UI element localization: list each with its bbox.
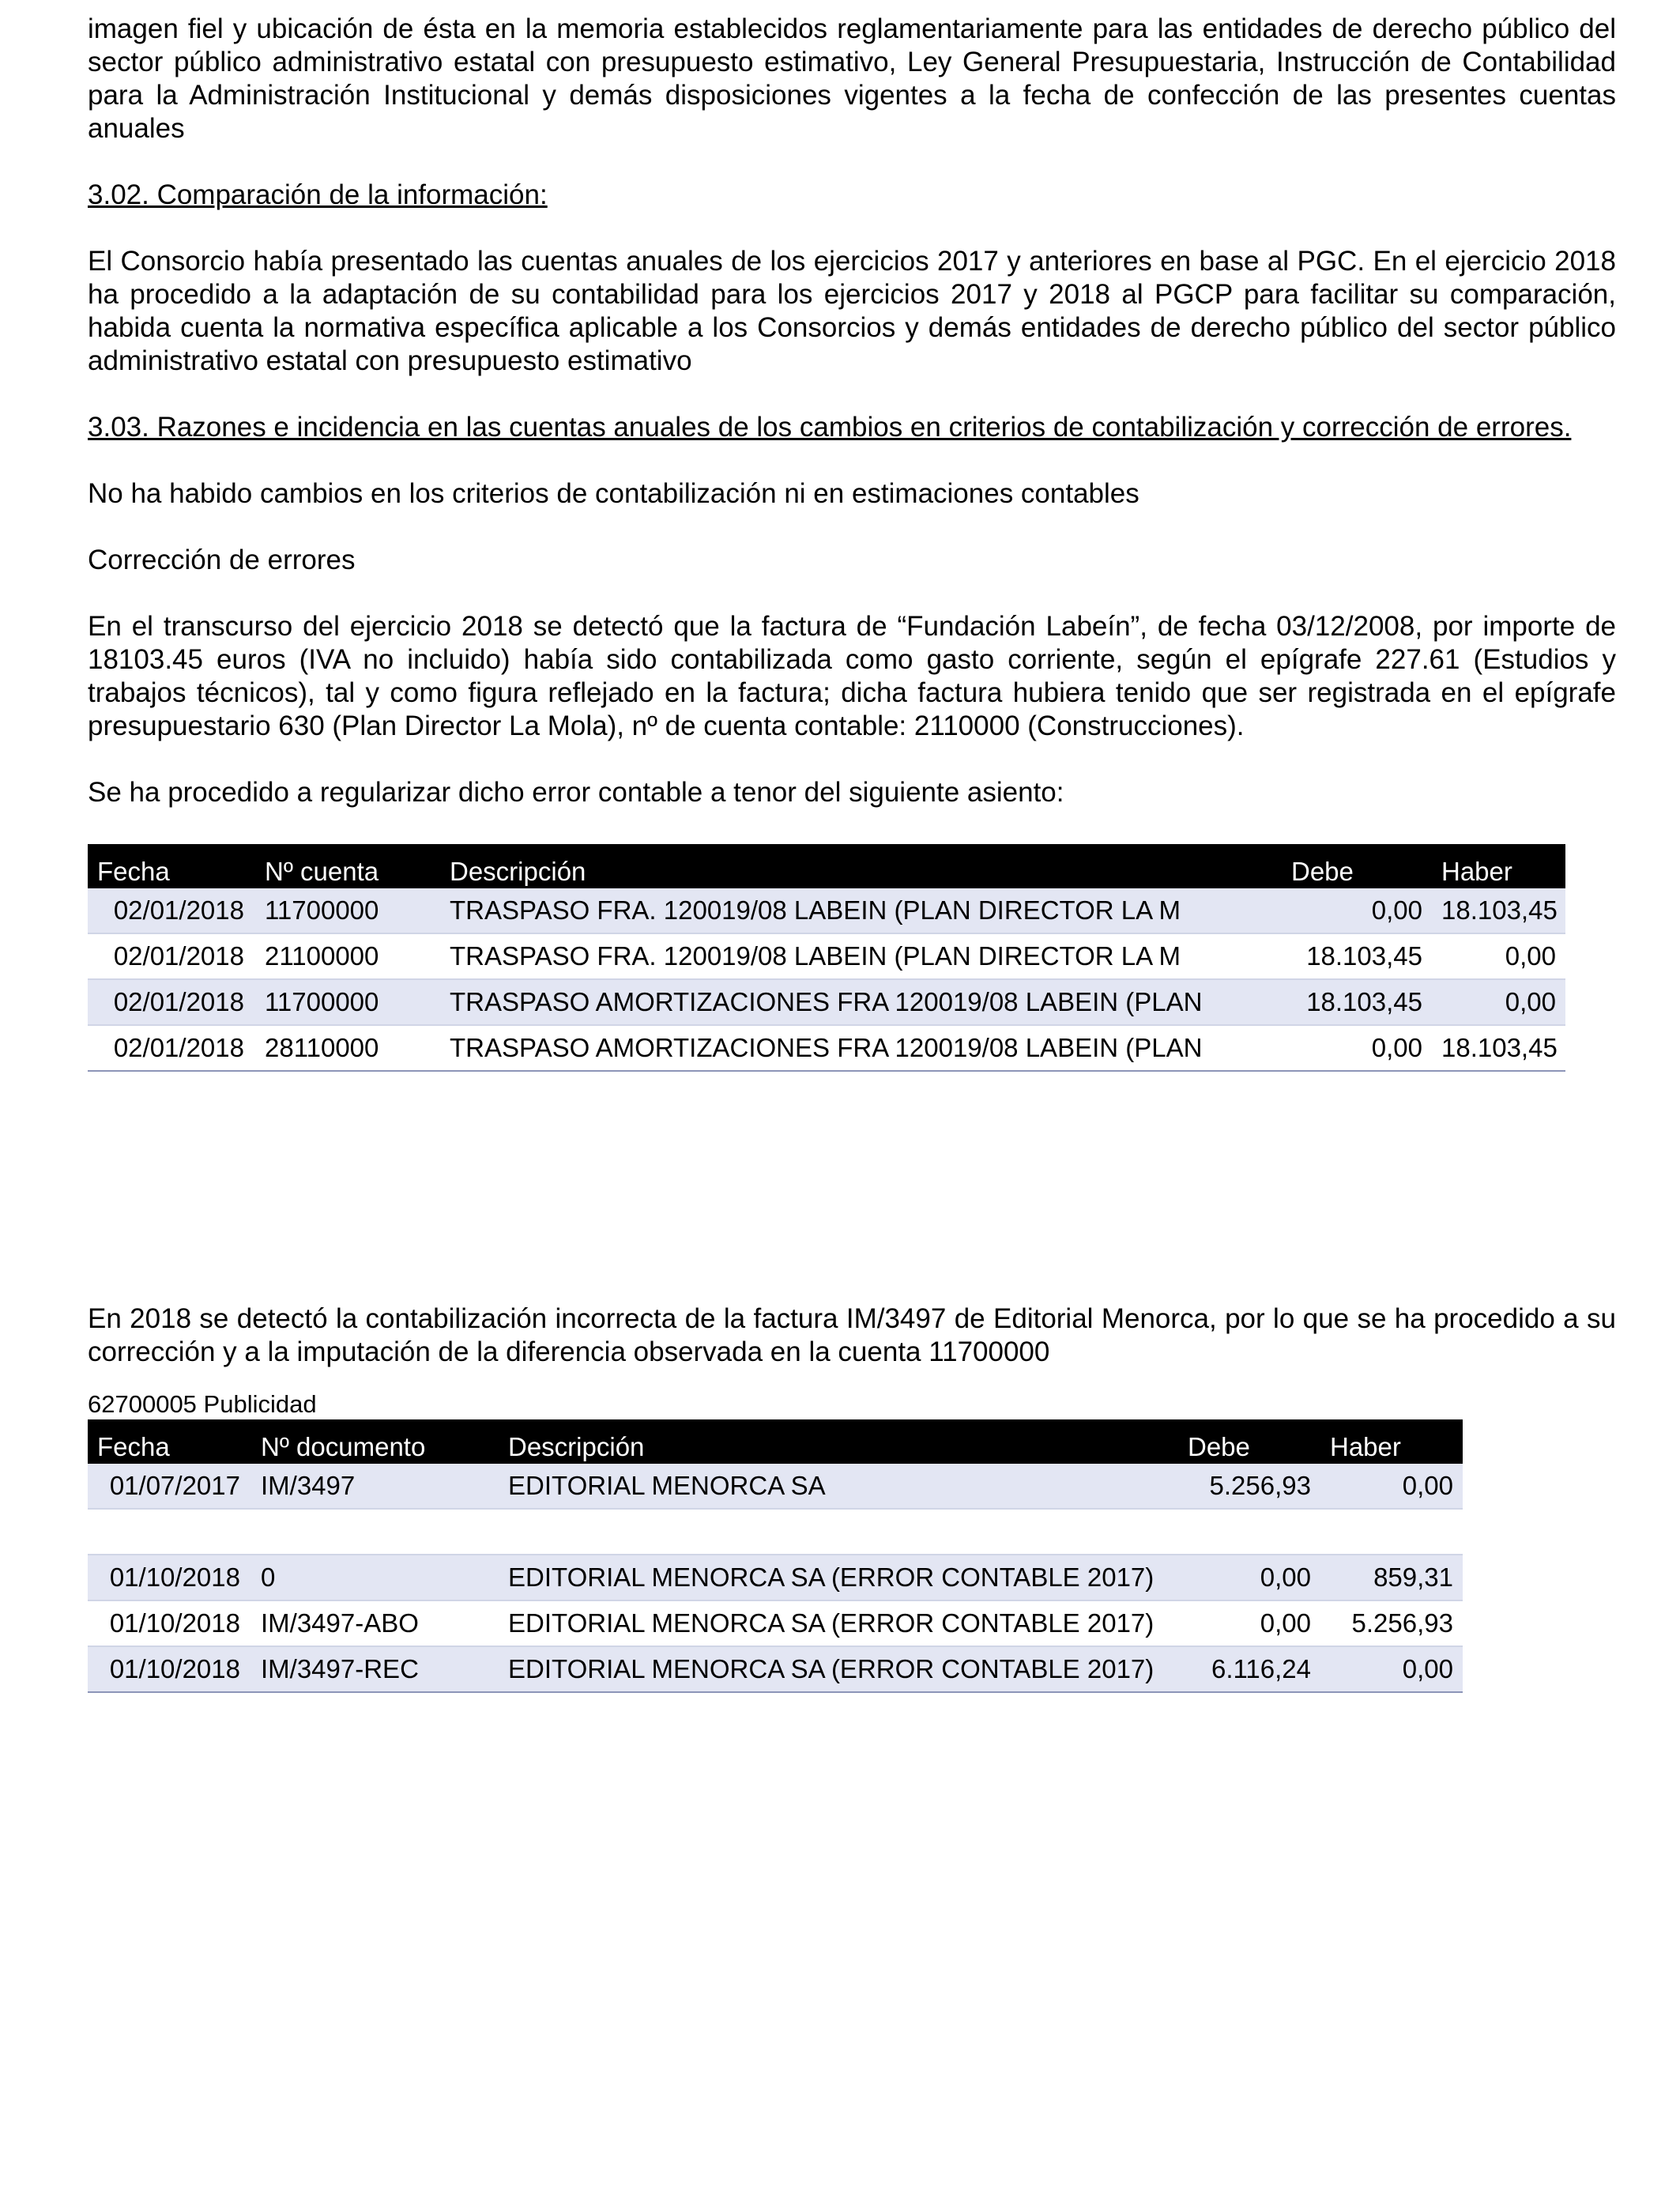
table-row xyxy=(88,888,1565,933)
table-row xyxy=(88,1600,1463,1646)
table-row xyxy=(88,1509,1463,1555)
column-header-fecha: Fecha xyxy=(88,844,255,888)
cell-descripcion: TRASPASO FRA. 120019/08 LABEIN (PLAN DIRECTOR LA M xyxy=(440,933,1282,979)
cell-fecha: 01/10/2018 xyxy=(88,1555,251,1600)
cell-haber: 0,00 xyxy=(1320,1646,1463,1692)
document-page xyxy=(88,13,1616,1693)
cell-documento: IM/3497-REC xyxy=(251,1646,499,1692)
cell-debe: 6.116,24 xyxy=(1178,1646,1320,1692)
correction-title: Corrección de errores xyxy=(88,545,356,575)
cell-documento xyxy=(251,1509,499,1555)
labein-paragraph: En el transcurso del ejercicio 2018 se detectó que la factura de “Fundación Labeín”, de fecha 03/12/2008, por importe de 18103.45 euros (IVA no incluido) había sido contabilizada como gasto corriente, según el epígrafe 227.61 (Estudios y trabajos técnicos), tal y como figura reflejado en la factura; dicha factura hubiera tenido que ser registrada en el epígrafe presupuestario 630 (Plan Director La Mola), nº de cuenta contable: 2110000 (Construcciones). xyxy=(88,611,1616,741)
cell-haber: 859,31 xyxy=(1320,1555,1463,1600)
cell-fecha: 02/01/2018 xyxy=(88,933,255,979)
cell-cuenta: 28110000 xyxy=(255,1025,440,1071)
table-row xyxy=(88,1555,1463,1600)
account-caption: 62700005 Publicidad xyxy=(88,1390,317,1418)
column-header-debe: Debe xyxy=(1282,844,1432,888)
section-heading-changes: 3.03. Razones e incidencia en las cuentas anuales de los cambios en criterios de contabilización y corrección de errores. xyxy=(88,412,1572,443)
cell-fecha: 02/01/2018 xyxy=(88,888,255,933)
menorca-paragraph: En 2018 se detectó la contabilización incorrecta de la factura IM/3497 de Editorial Menorca, por lo que se ha procedido a su corrección y a la imputación de la diferencia observada en la cuenta 11700000 xyxy=(88,1303,1616,1367)
cell-fecha: 02/01/2018 xyxy=(88,1025,255,1071)
intro-paragraph: imagen fiel y ubicación de ésta en la memoria establecidos reglamentariamente para las entidades de derecho público del sector público administrativo estatal con presupuesto estimativo, Ley General Presupuestaria, Instrucción de Contabilidad para la Administración Institucional y demás disposiciones vigentes a la fecha de confección de las presentes cuentas anuales xyxy=(88,13,1616,144)
cell-descripcion: EDITORIAL MENORCA SA (ERROR CONTABLE 2017) xyxy=(499,1646,1178,1692)
no-changes-paragraph: No ha habido cambios en los criterios de contabilización ni en estimaciones contables xyxy=(88,478,1139,509)
cell-fecha: 02/01/2018 xyxy=(88,979,255,1025)
column-header-cuenta: Nº cuenta xyxy=(255,844,440,888)
cell-descripcion: EDITORIAL MENORCA SA (ERROR CONTABLE 2017) xyxy=(499,1600,1178,1646)
cell-haber: 0,00 xyxy=(1320,1464,1463,1509)
column-header-descripcion: Descripción xyxy=(440,844,1282,888)
cell-debe: 0,00 xyxy=(1178,1600,1320,1646)
cell-descripcion: EDITORIAL MENORCA SA (ERROR CONTABLE 2017) xyxy=(499,1555,1178,1600)
column-header-descripcion: Descripción xyxy=(499,1419,1178,1464)
cell-cuenta: 11700000 xyxy=(255,888,440,933)
cell-debe xyxy=(1178,1509,1320,1555)
table-row xyxy=(88,933,1565,979)
table-row xyxy=(88,1464,1463,1509)
cell-descripcion: TRASPASO AMORTIZACIONES FRA 120019/08 LABEIN (PLAN xyxy=(440,979,1282,1025)
regularize-paragraph: Se ha procedido a regularizar dicho error contable a tenor del siguiente asiento: xyxy=(88,777,1064,808)
cell-documento: IM/3497-ABO xyxy=(251,1600,499,1646)
cell-debe: 18.103,45 xyxy=(1282,979,1432,1025)
cell-haber: 18.103,45 xyxy=(1432,1025,1565,1071)
cell-descripcion xyxy=(499,1509,1178,1555)
table-header-row xyxy=(88,844,1565,888)
cell-debe: 0,00 xyxy=(1282,1025,1432,1071)
table-row xyxy=(88,1025,1565,1071)
cell-descripcion: TRASPASO AMORTIZACIONES FRA 120019/08 LABEIN (PLAN xyxy=(440,1025,1282,1071)
cell-fecha: 01/07/2017 xyxy=(88,1464,251,1509)
cell-haber: 5.256,93 xyxy=(1320,1600,1463,1646)
labein-entries-table xyxy=(88,844,1565,1072)
cell-fecha xyxy=(88,1509,251,1555)
cell-debe: 5.256,93 xyxy=(1178,1464,1320,1509)
cell-documento: IM/3497 xyxy=(251,1464,499,1509)
cell-fecha: 01/10/2018 xyxy=(88,1600,251,1646)
cell-cuenta: 21100000 xyxy=(255,933,440,979)
cell-fecha: 01/10/2018 xyxy=(88,1646,251,1692)
cell-haber xyxy=(1320,1509,1463,1555)
menorca-entries-table xyxy=(88,1419,1463,1693)
cell-documento: 0 xyxy=(251,1555,499,1600)
cell-descripcion: TRASPASO FRA. 120019/08 LABEIN (PLAN DIRECTOR LA M xyxy=(440,888,1282,933)
cell-descripcion: EDITORIAL MENORCA SA xyxy=(499,1464,1178,1509)
column-header-documento: Nº documento xyxy=(251,1419,499,1464)
cell-haber: 0,00 xyxy=(1432,979,1565,1025)
cell-haber: 18.103,45 xyxy=(1432,888,1565,933)
cell-debe: 0,00 xyxy=(1178,1555,1320,1600)
table-row xyxy=(88,979,1565,1025)
column-header-debe: Debe xyxy=(1178,1419,1320,1464)
table-row xyxy=(88,1646,1463,1692)
comparison-paragraph: El Consorcio había presentado las cuentas anuales de los ejercicios 2017 y anteriores en base al PGC. En el ejercicio 2018 ha procedido a la adaptación de su contabilidad para los ejercicios 2017 y 2018 al PGCP para facilitar su comparación, habida cuenta la normativa específica aplicable a los Consorcios y demás entidades de derecho público del sector público administrativo estatal con presupuesto estimativo xyxy=(88,246,1616,376)
cell-debe: 18.103,45 xyxy=(1282,933,1432,979)
column-header-haber: Haber xyxy=(1432,844,1565,888)
section-heading-comparison: 3.02. Comparación de la información: xyxy=(88,179,548,210)
table-header-row xyxy=(88,1419,1463,1464)
column-header-haber: Haber xyxy=(1320,1419,1463,1464)
cell-haber: 0,00 xyxy=(1432,933,1565,979)
cell-debe: 0,00 xyxy=(1282,888,1432,933)
cell-cuenta: 11700000 xyxy=(255,979,440,1025)
column-header-fecha: Fecha xyxy=(88,1419,251,1464)
